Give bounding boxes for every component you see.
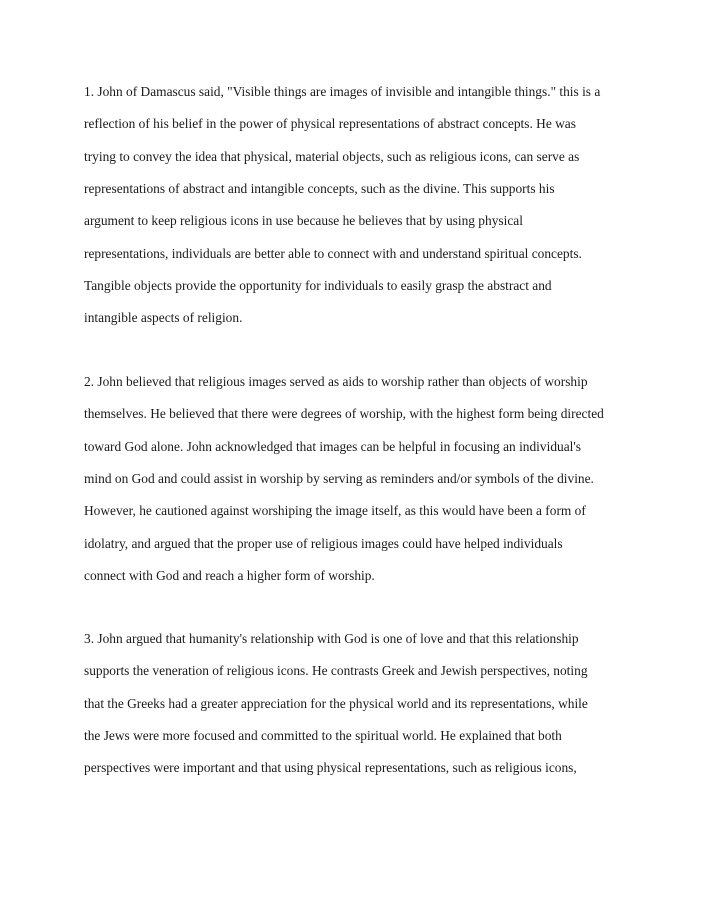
text-line: connect with God and reach a higher form of worship. bbox=[84, 568, 375, 583]
text-line: supports the veneration of religious icons. He contrasts Greek and Jewish perspectives, noting bbox=[84, 663, 588, 678]
text-line: intangible aspects of religion. bbox=[84, 310, 243, 325]
text-line: mind on God and could assist in worship by serving as reminders and/or symbols of the divine. bbox=[84, 471, 594, 486]
text-line: However, he cautioned against worshiping the image itself, as this would have been a form of bbox=[84, 503, 586, 518]
text-line: representations, individuals are better able to connect with and understand spiritual concepts. bbox=[84, 246, 582, 261]
text-line: the Jews were more focused and committed to the spiritual world. He explained that both bbox=[84, 728, 562, 743]
text-line: trying to convey the idea that physical, material objects, such as religious icons, can serve as bbox=[84, 149, 580, 164]
text-line: perspectives were important and that using physical representations, such as religious icons, bbox=[84, 760, 577, 775]
text-line: reflection of his belief in the power of physical representations of abstract concepts. He was bbox=[84, 116, 576, 131]
text-line: toward God alone. John acknowledged that images can be helpful in focusing an individual's bbox=[84, 439, 581, 454]
text-line: that the Greeks had a greater appreciation for the physical world and its representations, while bbox=[84, 696, 588, 711]
text-line: themselves. He believed that there were degrees of worship, with the highest form being directed bbox=[84, 406, 604, 421]
text-line: Tangible objects provide the opportunity for individuals to easily grasp the abstract and bbox=[84, 278, 552, 293]
text-line: representations of abstract and intangible concepts, such as the divine. This supports his bbox=[84, 181, 555, 196]
text-line: 2. John believed that religious images served as aids to worship rather than objects of worship bbox=[84, 374, 588, 389]
text-line: 1. John of Damascus said, "Visible things are images of invisible and intangible things." this is a bbox=[84, 84, 601, 99]
text-line: idolatry, and argued that the proper use of religious images could have helped individuals bbox=[84, 536, 563, 551]
text-line: argument to keep religious icons in use because he believes that by using physical bbox=[84, 213, 523, 228]
text-line: 3. John argued that humanity's relationship with God is one of love and that this relationship bbox=[84, 631, 579, 646]
